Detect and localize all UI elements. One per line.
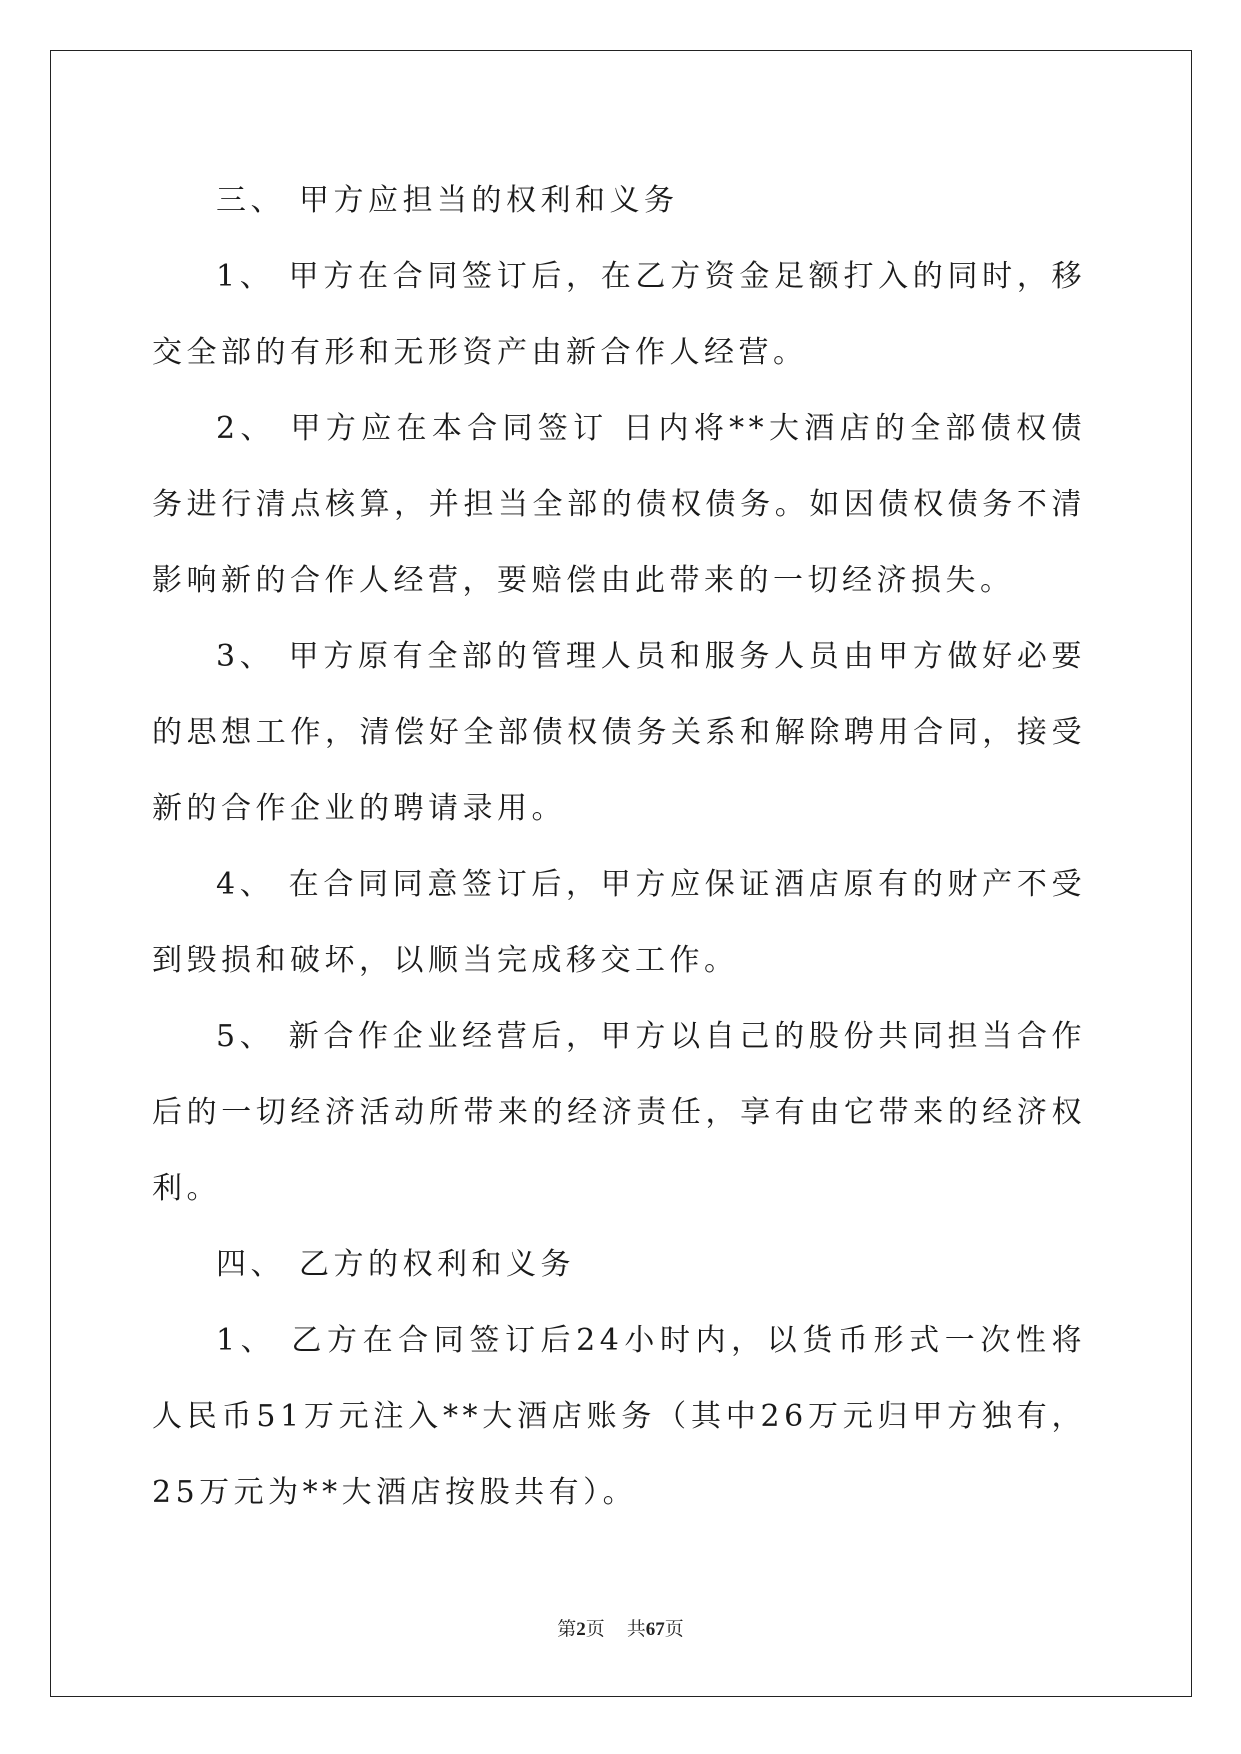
footer-total-suffix: 页 [664,1618,684,1640]
paragraph: 5、 新合作企业经营后，甲方以自己的股份共同担当合作后的一切经济活动所带来的经济责任，享有由它带来的经济权利。 [152,1019,1086,1206]
section-heading-party-b: 四、 乙方的权利和义务 [216,1247,576,1282]
paragraph: 1、 乙方在合同签订后24小时内，以货币形式一次性将人民币51万元注入**大酒店账务（其中26万元归甲方独有，25万元为**大酒店按股共有）。 [152,1323,1086,1510]
document-body [152,163,1086,1531]
paragraph: 1、 甲方在合同签订后，在乙方资金足额打入的同时，移交全部的有形和无形资产由新合作人经营。 [152,259,1086,370]
total-page-count: 67 [645,1619,665,1640]
footer-page-suffix: 页 [585,1618,605,1640]
page-footer [0,1614,1241,1641]
footer-total-prefix: 共 [626,1618,646,1640]
paragraph: 4、 在合同同意签订后，甲方应保证酒店原有的财产不受到毁损和破坏，以顺当完成移交工作。 [152,867,1086,978]
current-page-number: 2 [576,1619,586,1640]
paragraph: 3、 甲方原有全部的管理人员和服务人员由甲方做好必要的思想工作，清偿好全部债权债务关系和解除聘用合同，接受新的合作企业的聘请录用。 [152,639,1086,826]
paragraph: 2、 甲方应在本合同签订 日内将**大酒店的全部债权债务进行清点核算，并担当全部的债权债务。如因债权债务不清影响新的合作人经营，要赔偿由此带来的一切经济损失。 [152,411,1086,598]
section-heading-party-a: 三、 甲方应担当的权利和义务 [216,183,679,218]
footer-prefix: 第 [557,1618,577,1640]
